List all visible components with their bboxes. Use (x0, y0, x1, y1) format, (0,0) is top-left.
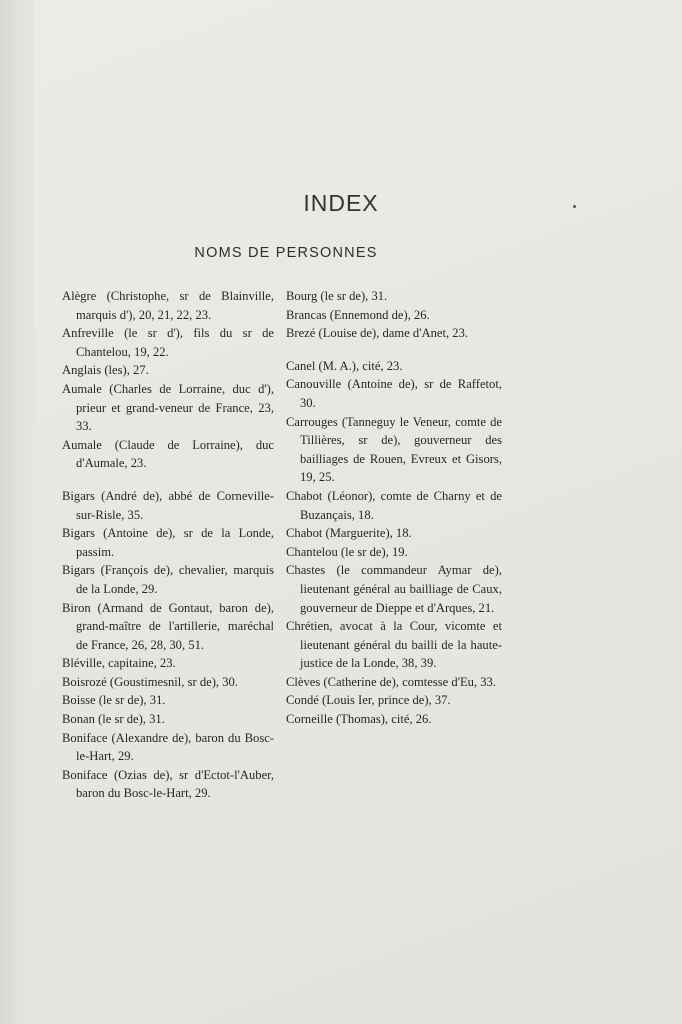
index-entry: Boniface (Ozias de), sr d'Ectot-l'Auber, baron du Bosc-le-Hart, 29. (62, 767, 274, 801)
index-entry: Clèves (Catherine de), comtesse d'Eu, 33. (286, 674, 497, 689)
index-entry: Anglais (les), 27. (62, 363, 149, 378)
index-entry: Carrouges (Tanneguy le Veneur, comte de Tillières, sr de), gouverneur des bailliages de Rouen, Evreux et Gisors, 19, 25. (286, 414, 502, 485)
index-entry: Bigars (Antoine de), sr de la Londe, passim. (62, 526, 274, 559)
index-entry: Bigars (André de), abbé de Corneville-sur-Risle, 35. (62, 488, 274, 522)
index-entry: Anfreville (le sr d'), fils du sr de Chantelou, 19, 22. (62, 326, 274, 359)
index-entry: Chantelou (le sr de), 19. (286, 544, 408, 559)
index-entry: Brezé (Louise de), dame d'Anet, 23. (286, 326, 469, 341)
index-entry: Aumale (Charles de Lorraine, duc d'), prieur et grand-veneur de France, 23, 33. (62, 381, 274, 434)
index-entry: Boisrozé (Goustimesnil, sr de), 30. (62, 674, 238, 689)
index-entry: Aumale (Claude de Lorraine), duc d'Aumale, 23. (62, 437, 274, 471)
index-entry: Bléville, capitaine, 23. (62, 656, 176, 671)
index-entry: Bourg (le sr de), 31. (286, 289, 388, 303)
index-entry: Chabot (Marguerite), 18. (286, 526, 412, 541)
index-entry: Condé (Louis Ier, prince de), 37. (286, 693, 451, 708)
index-entry: Boniface (Alexandre de), baron du Bosc-le-Hart, 29. (62, 730, 274, 764)
page-gutter (0, 0, 34, 1024)
index-entry: Chabot (Léonor), comte de Charny et de Buzançais, 18. (286, 488, 502, 522)
index-entry: Alègre (Christophe, sr de Blainville, marquis d'), 20, 21, 22, 23. (62, 289, 274, 322)
index-entry: Brancas (Ennemond de), 26. (286, 307, 430, 322)
index-entry: Corneille (Thomas), cité, 26. (286, 712, 432, 727)
index-entry: Canouville (Antoine de), sr de Raffetot, 30. (286, 377, 502, 410)
index-entry: Boisse (le sr de), 31. (62, 693, 166, 708)
index-entry: Chrétien, avocat à la Cour, vicomte et lieutenant général du bailli de la haute-justice de la Londe, 38, 39. (286, 619, 502, 671)
index-column-right (286, 287, 502, 729)
index-entry: Bonan (le sr de), 31. (62, 712, 165, 727)
index-column-left (62, 287, 274, 803)
index-entry: Canel (M. A.), cité, 23. (286, 358, 403, 373)
index-entry: Bigars (François de), chevalier, marquis de la Londe, 29. (62, 563, 274, 596)
section-heading: NOMS DE PERSONNES (194, 245, 378, 261)
page-title: INDEX (303, 190, 379, 216)
index-entry: Biron (Armand de Gontaut, baron de), grand-maître de l'artillerie, maréchal de France, 26, 28, 30, 51. (62, 600, 274, 652)
index-entry: Chastes (le commandeur Aymar de), lieutenant général au bailliage de Caux, gouverneur de Dieppe et d'Arques, 21. (286, 563, 502, 615)
